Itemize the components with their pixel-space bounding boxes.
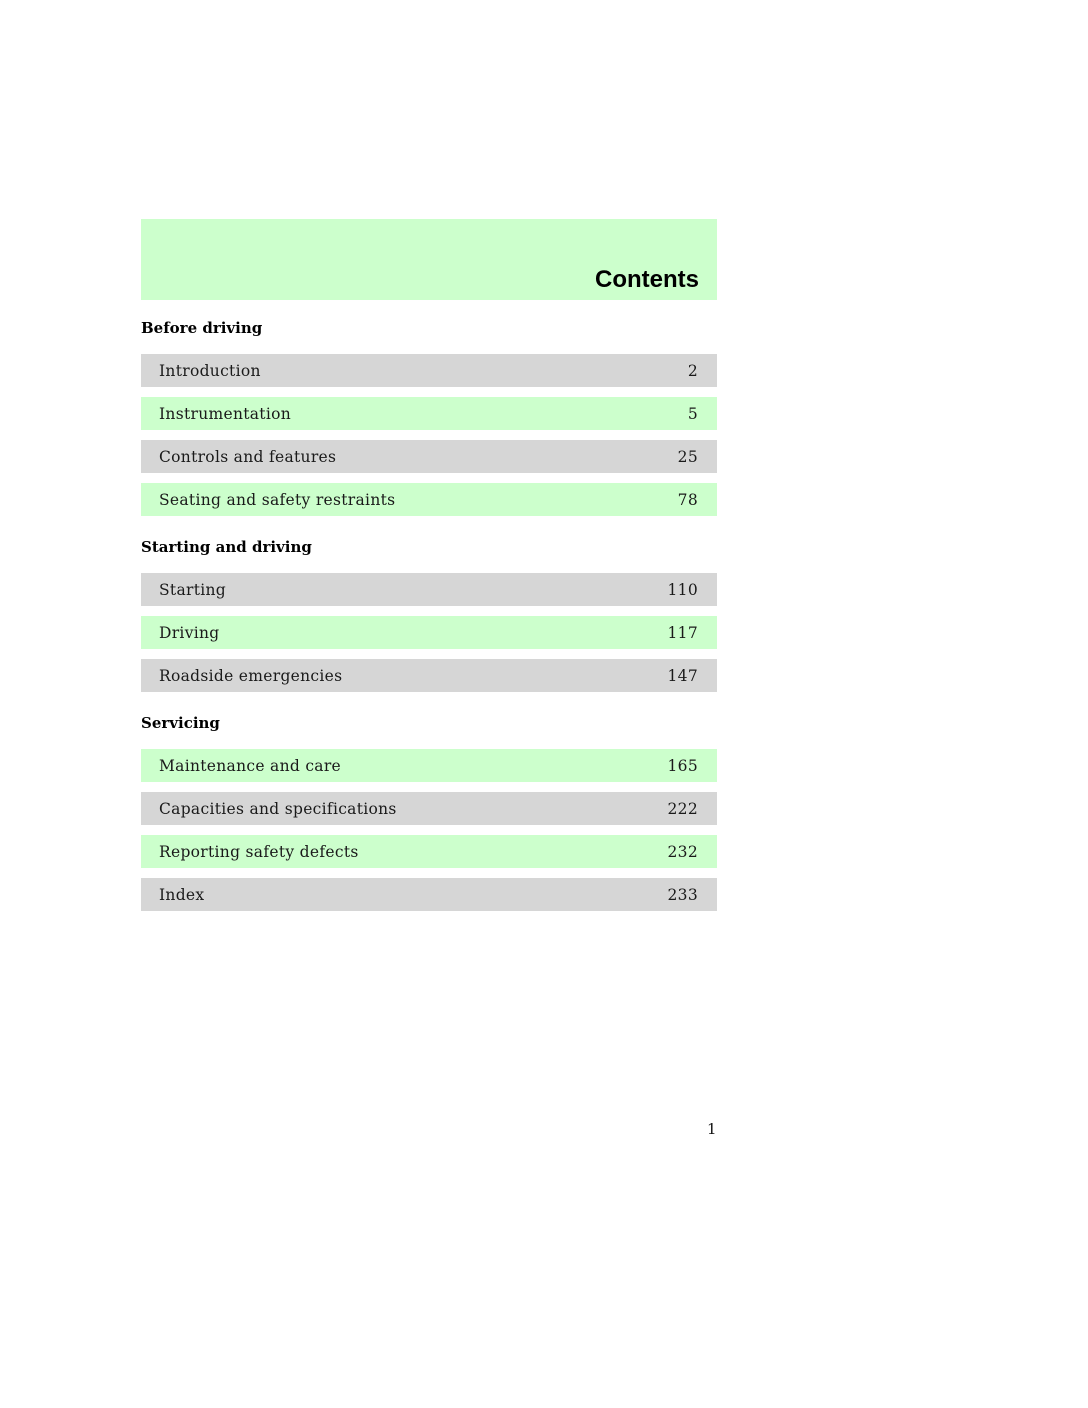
- page-number: 1: [707, 1120, 717, 1138]
- toc-entry-page: 117: [667, 623, 698, 642]
- toc-entry-page: 2: [687, 361, 698, 380]
- toc-entry-label: Starting: [159, 580, 226, 599]
- toc-entry-controls-and-features[interactable]: [141, 440, 717, 473]
- toc-entry-page: 233: [667, 885, 698, 904]
- toc-entry-page: 110: [667, 580, 698, 599]
- section-heading: Starting and driving: [141, 538, 312, 556]
- toc-entry-label: Roadside emergencies: [159, 666, 343, 685]
- toc-entry-label: Controls and features: [159, 447, 337, 466]
- toc-entry-seating-and-safety-restraints[interactable]: [141, 483, 717, 516]
- toc-entry-label: Seating and safety restraints: [159, 490, 396, 509]
- toc-entry-capacities-and-specifications[interactable]: [141, 792, 717, 825]
- toc-entry-introduction[interactable]: [141, 354, 717, 387]
- toc-entry-page: 25: [677, 447, 698, 466]
- section-heading: Servicing: [141, 714, 220, 732]
- toc-entry-reporting-safety-defects[interactable]: [141, 835, 717, 868]
- toc-entry-label: Driving: [159, 623, 220, 642]
- toc-entry-instrumentation[interactable]: [141, 397, 717, 430]
- toc-entry-index[interactable]: [141, 878, 717, 911]
- toc-entry-page: 222: [667, 799, 698, 818]
- toc-entry-starting[interactable]: [141, 573, 717, 606]
- toc-entry-label: Maintenance and care: [159, 756, 342, 775]
- toc-entry-roadside-emergencies[interactable]: [141, 659, 717, 692]
- toc-entry-label: Reporting safety defects: [159, 842, 359, 861]
- section-heading: Before driving: [141, 319, 263, 337]
- toc-entry-page: 232: [667, 842, 698, 861]
- toc-entry-page: 78: [677, 490, 698, 509]
- toc-entry-page: 147: [667, 666, 698, 685]
- section-before-driving: [141, 318, 717, 516]
- toc-entry-page: 5: [687, 404, 698, 423]
- toc-entry-page: 165: [667, 756, 698, 775]
- toc-entry-label: Capacities and specifications: [159, 799, 397, 818]
- toc-entry-label: Introduction: [159, 361, 261, 380]
- page-title: Contents: [595, 266, 699, 293]
- toc-entry-label: Instrumentation: [159, 404, 292, 423]
- section-starting-and-driving: [141, 537, 717, 692]
- section-servicing: [141, 713, 717, 911]
- toc-entry-label: Index: [159, 885, 205, 904]
- toc-entry-driving[interactable]: [141, 616, 717, 649]
- toc-entry-maintenance-and-care[interactable]: [141, 749, 717, 782]
- contents-header-band: [141, 219, 717, 300]
- contents-page: [141, 219, 717, 921]
